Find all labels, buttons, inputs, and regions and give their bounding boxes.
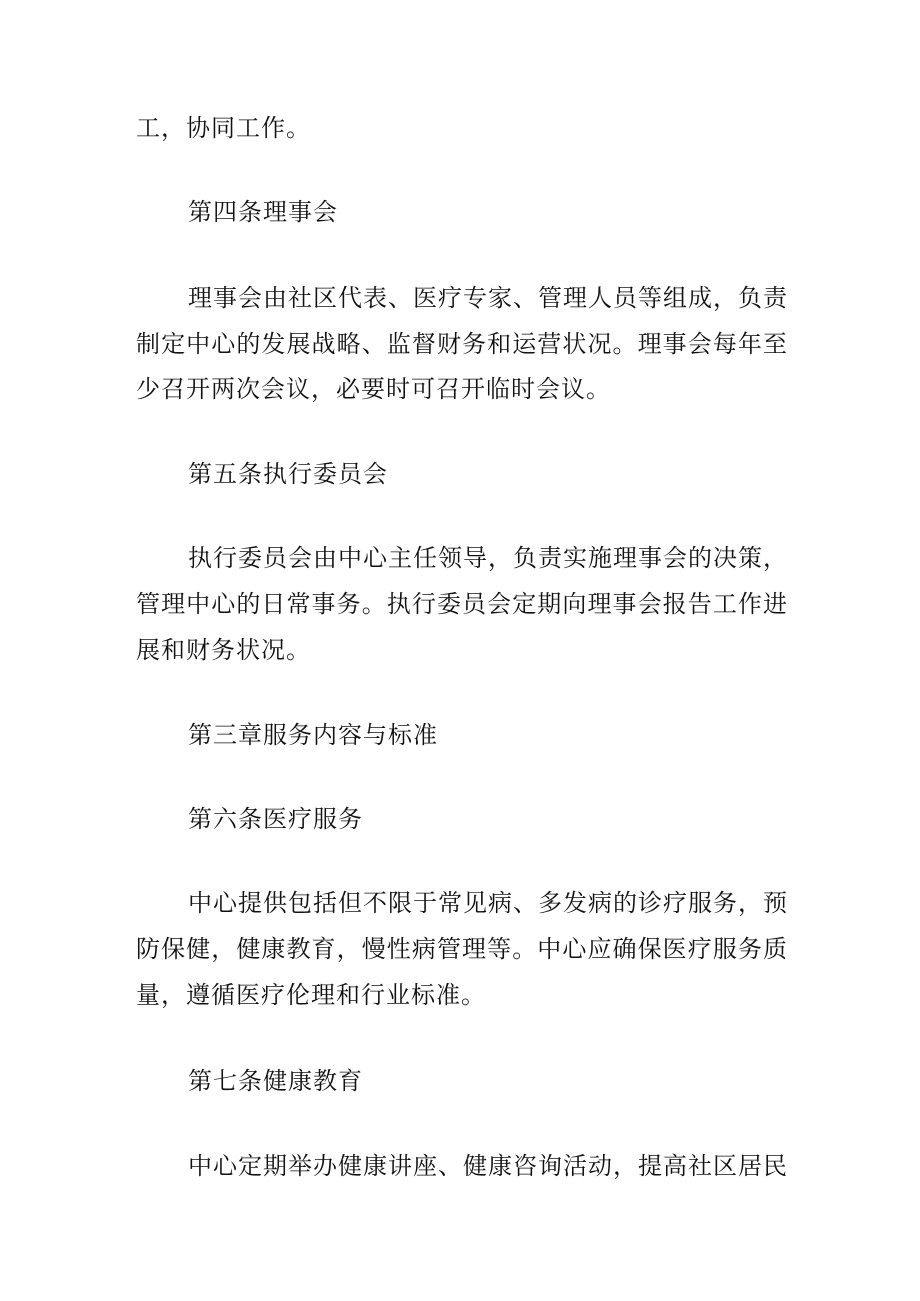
article-5-body-line-1: 执行委员会由中心主任领导，负责实施理事会的决策， (188, 544, 788, 572)
article-5-body-line-2: 管理中心的日常事务。执行委员会定期向理事会报告工作进 (136, 590, 788, 618)
article-4-body-line-2: 制定中心的发展战略、监督财务和运营状况。理事会每年至 (136, 330, 788, 358)
article-6-body-line-2: 防保健，健康教育，慢性病管理等。中心应确保医疗服务质 (136, 935, 788, 963)
paragraph-continuation: 工，协同工作。 (136, 114, 311, 142)
article-4-body-line-3: 少召开两次会议，必要时可召开临时会议。 (136, 375, 611, 403)
article-5-heading: 第五条执行委员会 (188, 460, 388, 488)
article-4-body-line-1: 理事会由社区代表、医疗专家、管理人员等组成，负责 (188, 284, 788, 312)
article-6-body-line-1: 中心提供包括但不限于常见病、多发病的诊疗服务，预 (188, 889, 788, 917)
article-6-body-line-3: 量，遵循医疗伦理和行业标准。 (136, 981, 486, 1009)
chapter-3-heading: 第三章服务内容与标准 (188, 721, 438, 749)
article-4-heading: 第四条理事会 (188, 198, 338, 226)
article-7-heading: 第七条健康教育 (188, 1067, 363, 1095)
article-7-body-line-1: 中心定期举办健康讲座、健康咨询活动，提高社区居民 (188, 1152, 788, 1180)
article-6-heading: 第六条医疗服务 (188, 805, 363, 833)
article-5-body-line-3: 展和财务状况。 (136, 636, 311, 664)
